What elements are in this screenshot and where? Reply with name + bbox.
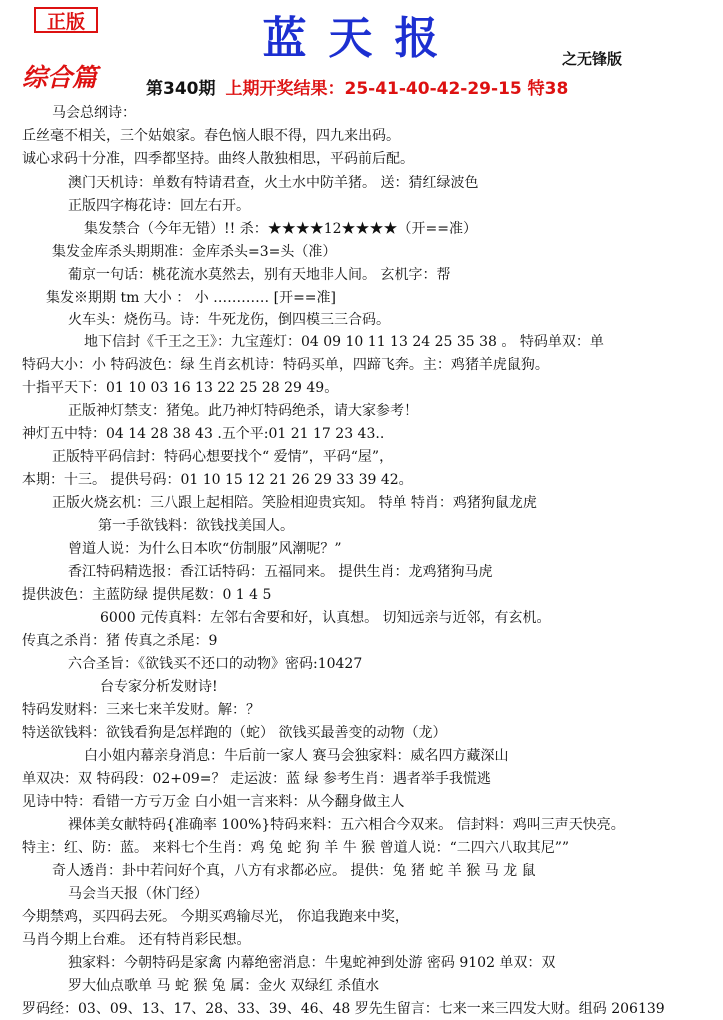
text-line: 正版火烧玄机：三八跟上起相陪。笑脸相迎贵宾知。 特单 特肖：鸡猪狗鼠龙虎 bbox=[52, 495, 537, 511]
text-line: 特码大小：小 特码波色：绿 生肖玄机诗：特码买单，四蹄飞奔。主：鸡猪羊虎鼠狗。 bbox=[22, 357, 549, 373]
text-line: 独家料：今朝特码是家禽 内幕绝密消息：牛鬼蛇神到处游 密码 9102 单双：双 bbox=[68, 955, 556, 971]
text-line: 澳门天机诗：单数有特请君查，火土水中防羊猪。 送：猜红绿波色 bbox=[68, 175, 479, 191]
text-line: 白小姐内幕亲身消息：牛后前一家人 赛马会独家料：威名四方藏深山 bbox=[84, 748, 509, 764]
section-label: 综合篇 bbox=[22, 63, 98, 92]
text-line: 集发禁合（今年无错）!! 杀：★★★★12★★★★（开==准） bbox=[84, 221, 477, 237]
text-line: 六合圣旨：《欲钱买不还口的动物》密码:10427 bbox=[68, 656, 363, 672]
text-line: 提供波色：主蓝防绿 提供尾数：0 1 4 5 bbox=[22, 587, 272, 603]
text-line: 奇人透肖：卦中若问好个真，八方有求都必应。 提供：兔 猪 蛇 羊 猴 马 龙 鼠 bbox=[52, 863, 536, 879]
text-line: 传真之杀肖：猪 传真之杀尾：9 bbox=[22, 633, 218, 649]
text-line: 特码发财料：三来七来羊发财。解：？ bbox=[22, 702, 260, 718]
issue-number: 第340期 bbox=[146, 79, 216, 99]
text-line: 丘丝毫不相关，三个姑娘家。春色恼人眼不得，四九来出码。 bbox=[22, 128, 400, 144]
text-line: 马会总纲诗： bbox=[52, 105, 136, 121]
text-line: 今期禁鸡，买四码去死。 今期买鸡输尽光， 你追我跑来中奖， bbox=[22, 909, 409, 925]
text-line: 葡京一句话：桃花流水莫然去，别有天地非人间。 玄机字：帮 bbox=[68, 267, 451, 283]
text-line: 特主：红、防：蓝。 来料七个生肖：鸡 兔 蛇 狗 羊 牛 猴 曾道人说：“二四六八取其尼”” bbox=[22, 840, 570, 856]
text-line: 神灯五中特：04 14 28 38 43 .五个平:01 21 17 23 43.. bbox=[22, 426, 385, 442]
text-line: 十指平天下：01 10 03 16 13 22 25 28 29 49。 bbox=[22, 380, 339, 396]
text-line: 见诗中特：看错一方亏万金 白小姐一言来料：从今翻身做主人 bbox=[22, 794, 405, 810]
text-line: 集发金库杀头期期准：金库杀头=3=头（准） bbox=[52, 244, 337, 260]
text-line: 集发※期期 tm 大小 ： 小 ………… [开==准] bbox=[46, 290, 336, 306]
text-line: 裸体美女献特码{准确率 100%}特码来料：五六相合今双来。 信封料：鸡叫三声天快亮。 bbox=[68, 817, 625, 833]
newspaper-title: 蓝天报 bbox=[262, 13, 461, 64]
text-line: 罗大仙点歌单 马 蛇 猴 兔 属：金火 双绿红 杀值水 bbox=[68, 978, 380, 994]
text-line: 单双决：双 特码段：02+09=？ 走运波：蓝 绿 参考生肖：遇者举手我慌逃 bbox=[22, 771, 491, 787]
text-line: 罗码经：03、09、13、17、28、33、39、46、48 罗先生留言：七来一来三四发大财。组码 206139 bbox=[22, 1001, 665, 1017]
authentic-badge: 正版 bbox=[34, 7, 98, 33]
text-line: 正版特平码信封：特码心想要找个“ 爱情”，平码“屋”， bbox=[52, 449, 394, 465]
text-line: 第一手欲钱料：欲钱找美国人。 bbox=[98, 518, 294, 534]
text-line: 曾道人说：为什么日本吹“仿制服”风潮呢？” bbox=[68, 541, 342, 557]
previous-result: 上期开奖结果：25-41-40-42-29-15 特38 bbox=[225, 79, 569, 99]
text-line: 马肖今期上台难。 还有特肖彩民想。 bbox=[22, 932, 251, 948]
text-line: 本期：十三。 提供号码：01 10 15 12 21 26 29 33 39 42。 bbox=[22, 472, 413, 488]
edition-label: 之无锋版 bbox=[562, 50, 623, 68]
issue-row bbox=[146, 74, 568, 99]
text-line: 马会当天报（休门经） bbox=[68, 886, 208, 902]
text-line: 正版四字梅花诗：回左右开。 bbox=[68, 198, 250, 214]
text-line: 6000 元传真料：左邻右舍要和好，认真想。 切知远亲与近邻，有玄机。 bbox=[100, 610, 551, 626]
text-line: 香江特码精选报：香江话特码：五福同来。 提供生肖：龙鸡猪狗马虎 bbox=[68, 564, 493, 580]
text-line: 特送欲钱料：欲钱看狗是怎样跑的（蛇） 欲钱买最善变的动物（龙） bbox=[22, 725, 447, 741]
text-line: 火车头：烧伤马。诗：牛死龙伤，倒四模三三合码。 bbox=[68, 312, 390, 328]
text-line: 诚心求码十分准，四季都坚持。曲终人散独相思，平码前后配。 bbox=[22, 151, 414, 167]
text-line: 地下信封《千王之王》：九宝莲灯：04 09 10 11 13 24 25 35 38 。 特码单双：单 bbox=[84, 334, 604, 350]
text-line: 台专家分析发财诗! bbox=[100, 679, 218, 695]
text-line: 正版神灯禁支：猪兔。此乃神灯特码绝杀，请大家参考！ bbox=[68, 403, 418, 419]
